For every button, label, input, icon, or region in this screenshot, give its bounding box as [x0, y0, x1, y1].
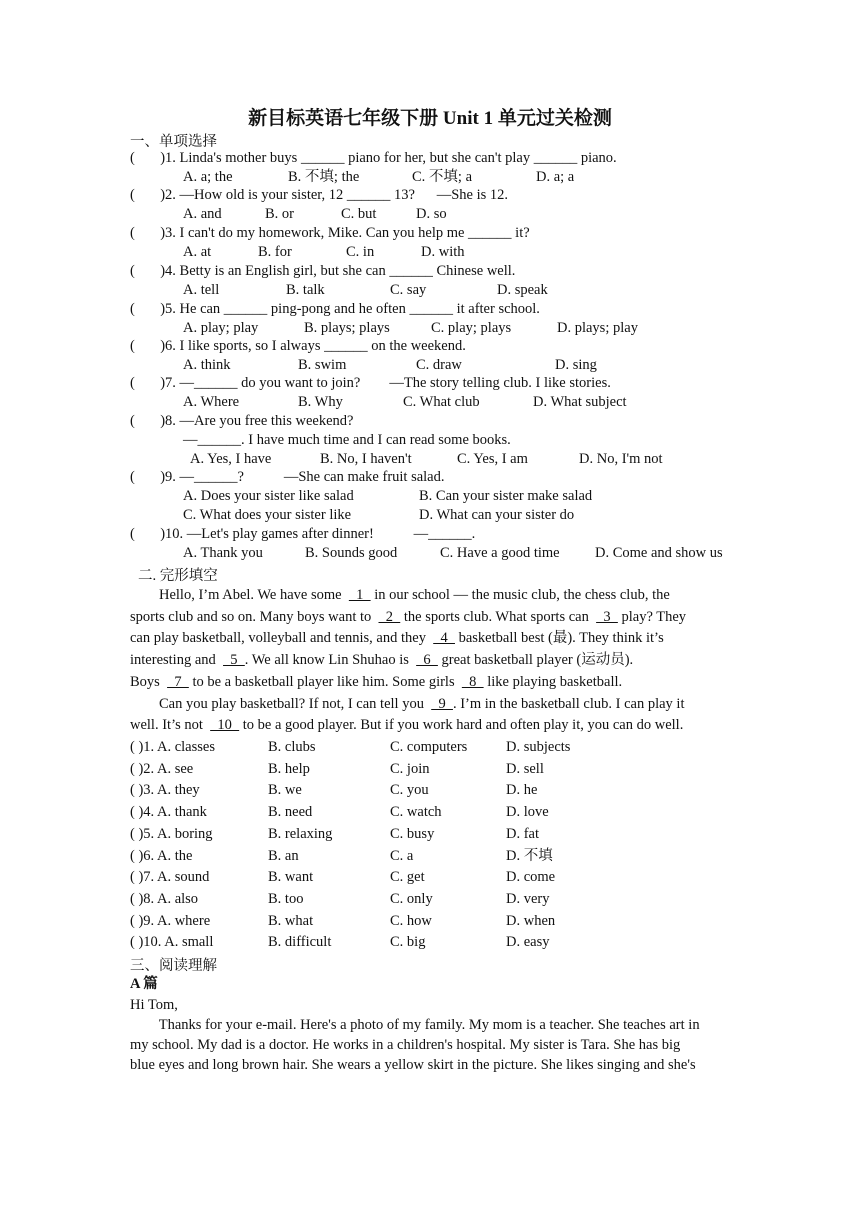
cloze-option: C. big	[390, 934, 426, 951]
cloze-option: C. join	[390, 760, 430, 777]
reading-line: blue eyes and long brown hair. She wears a yellow skirt in the picture. She likes singing and she's	[130, 1057, 696, 1073]
question-3-option: B. for	[258, 244, 292, 260]
question-3-stem: ( )3. I can't do my homework, Mike. Can you help me ______ it?	[130, 225, 530, 241]
question-8-followup: —______. I have much time and I can read some books.	[183, 432, 511, 448]
question-1-option: D. a; a	[536, 169, 575, 185]
question-6-stem: ( )6. I like sports, so I always ______ on the weekend.	[130, 338, 466, 354]
cloze-question-2: ( )2. A. see	[130, 760, 194, 777]
cloze-passage-line: interesting and 5 . We all know Lin Shuhao is 6 great basketball player (运动员).	[130, 652, 634, 669]
question-9-option: D. What can your sister do	[419, 507, 575, 523]
cloze-passage-line: Hello, I’m Abel. We have some 1 in our school — the music club, the chess club, the	[130, 587, 670, 603]
cloze-blank: 7	[167, 673, 189, 690]
cloze-option: B. we	[268, 782, 302, 799]
cloze-passage-line: can play basketball, volleyball and tennis, and they 4 basketball best (最). They think it’s	[130, 630, 664, 647]
cloze-option: D. very	[506, 890, 550, 907]
question-5-option: D. plays; play	[557, 320, 638, 336]
question-8-option: B. No, I haven't	[320, 451, 412, 467]
cloze-option: D. subjects	[506, 739, 571, 755]
cloze-option: C. a	[390, 847, 414, 864]
question-10-option: D. Come and show us	[595, 545, 723, 561]
cloze-blank: 3	[596, 608, 618, 625]
cloze-question-3: ( )3. A. they	[130, 782, 200, 799]
question-8-option: A. Yes, I have	[190, 451, 272, 467]
question-2-option: C. but	[341, 206, 377, 222]
question-10-stem: ( )10. —Let's play games after dinner! —______.	[130, 526, 476, 542]
question-1-stem: ( )1. Linda's mother buys ______ piano for her, but she can't play ______ piano.	[130, 150, 617, 166]
question-7-option: A. Where	[183, 394, 240, 410]
cloze-blank: 2	[378, 608, 401, 625]
question-7-option: C. What club	[403, 394, 480, 410]
cloze-question-6: ( )6. A. the	[130, 847, 193, 864]
cloze-option: D. fat	[506, 825, 540, 842]
question-2-option: A. and	[183, 206, 222, 222]
question-4-option: C. say	[390, 282, 427, 298]
question-7-option: D. What subject	[533, 394, 627, 410]
question-8-option: C. Yes, I am	[457, 451, 528, 467]
question-4-option: B. talk	[286, 282, 325, 298]
question-10-option: A. Thank you	[183, 545, 263, 561]
cloze-question-5: ( )5. A. boring	[130, 825, 213, 842]
cloze-blank: 1	[348, 587, 371, 603]
reading-line: my school. My dad is a doctor. He works in a children's hospital. My sister is Tara. She has big	[130, 1037, 681, 1053]
page-title: 新目标英语七年级下册 Unit 1 单元过关检测	[248, 108, 612, 129]
question-2-stem: ( )2. —How old is your sister, 12 ______ 13? —She is 12.	[130, 187, 509, 203]
cloze-option: C. busy	[390, 825, 435, 842]
question-6-option: C. draw	[416, 357, 462, 373]
question-1-option: C. 不填; a	[412, 169, 473, 185]
question-5-option: C. play; plays	[431, 320, 512, 336]
question-4-stem: ( )4. Betty is an English girl, but she can ______ Chinese well.	[130, 263, 516, 279]
question-9-option: B. Can your sister make salad	[419, 488, 593, 504]
section-heading-cloze: 二. 完形填空	[138, 568, 218, 584]
cloze-option: D. 不填	[506, 847, 553, 864]
question-5-option: B. plays; plays	[304, 320, 390, 336]
question-9-option: C. What does your sister like	[183, 507, 352, 523]
question-4-option: D. speak	[497, 282, 548, 298]
cloze-option: D. sell	[506, 760, 544, 777]
cloze-option: C. you	[390, 782, 429, 799]
cloze-passage-line: Can you play basketball? If not, I can tell you 9 . I’m in the basketball club. I can play it	[130, 695, 685, 712]
reading-greeting: Hi Tom,	[130, 997, 178, 1013]
question-1-option: A. a; the	[183, 169, 233, 185]
question-8-stem: ( )8. —Are you free this weekend?	[130, 413, 354, 429]
cloze-option: D. when	[506, 912, 556, 929]
cloze-question-7: ( )7. A. sound	[130, 869, 210, 886]
question-9-stem: ( )9. —______? —She can make fruit salad.	[130, 469, 445, 485]
question-9-option: A. Does your sister like salad	[183, 488, 354, 504]
cloze-option: C. get	[390, 869, 425, 886]
reading-line: Thanks for your e-mail. Here's a photo of my family. My mom is a teacher. She teaches art in	[130, 1017, 700, 1033]
cloze-option: B. too	[268, 890, 304, 907]
cloze-blank: 8	[461, 673, 484, 690]
cloze-option: B. relaxing	[268, 825, 333, 842]
cloze-option: C. watch	[390, 804, 442, 821]
cloze-blank: 9	[431, 695, 453, 712]
cloze-passage-line: Boys 7 to be a basketball player like him. Some girls 8 like playing basketball.	[130, 673, 623, 690]
question-5-stem: ( )5. He can ______ ping-pong and he often ______ it after school.	[130, 301, 540, 317]
cloze-question-10: ( )10. A. small	[130, 934, 214, 951]
question-5-option: A. play; play	[183, 320, 259, 336]
cloze-option: B. an	[268, 847, 299, 864]
cloze-blank: 5	[223, 652, 245, 669]
cloze-option: D. he	[506, 782, 538, 799]
cloze-option: B. need	[268, 804, 313, 821]
question-8-option: D. No, I'm not	[579, 451, 663, 467]
cloze-passage-line: well. It’s not 10 to be a good player. But if you work hard and often play it, you can do well.	[130, 717, 684, 734]
cloze-option: B. want	[268, 869, 314, 886]
question-1-option: B. 不填; the	[288, 169, 360, 185]
cloze-option: D. easy	[506, 934, 550, 951]
question-3-option: C. in	[346, 244, 375, 260]
cloze-question-4: ( )4. A. thank	[130, 804, 207, 821]
question-6-option: D. sing	[555, 357, 597, 373]
cloze-question-8: ( )8. A. also	[130, 890, 199, 907]
cloze-option: C. how	[390, 912, 432, 929]
cloze-option: B. what	[268, 912, 314, 929]
cloze-question-9: ( )9. A. where	[130, 912, 211, 929]
section-heading-reading: 三、阅读理解	[130, 958, 217, 974]
question-6-option: A. think	[183, 357, 231, 373]
cloze-option: B. help	[268, 760, 310, 777]
cloze-blank: 6	[416, 652, 438, 669]
question-4-option: A. tell	[183, 282, 220, 298]
cloze-option: C. computers	[390, 739, 468, 755]
cloze-blank: 10	[210, 717, 240, 734]
cloze-option: D. love	[506, 804, 549, 821]
section-heading-multiple-choice: 一、单项选择	[130, 134, 217, 150]
question-2-option: D. so	[416, 206, 447, 222]
question-7-stem: ( )7. —______ do you want to join? —The story telling club. I like stories.	[130, 375, 611, 391]
cloze-option: B. difficult	[268, 934, 332, 951]
reading-label: A 篇	[130, 976, 158, 992]
question-6-option: B. swim	[298, 357, 347, 373]
cloze-blank: 4	[433, 630, 455, 647]
question-3-option: D. with	[421, 244, 465, 260]
cloze-passage-line: sports club and so on. Many boys want to 2 the sports club. What sports can 3 play? They	[130, 608, 687, 625]
cloze-option: D. come	[506, 869, 556, 886]
cloze-option: C. only	[390, 890, 433, 907]
question-3-option: A. at	[183, 244, 212, 260]
question-2-option: B. or	[265, 206, 294, 222]
question-10-option: C. Have a good time	[440, 545, 560, 561]
cloze-option: B. clubs	[268, 739, 316, 755]
cloze-question-1: ( )1. A. classes	[130, 739, 215, 755]
question-10-option: B. Sounds good	[305, 545, 398, 561]
question-7-option: B. Why	[298, 394, 343, 410]
